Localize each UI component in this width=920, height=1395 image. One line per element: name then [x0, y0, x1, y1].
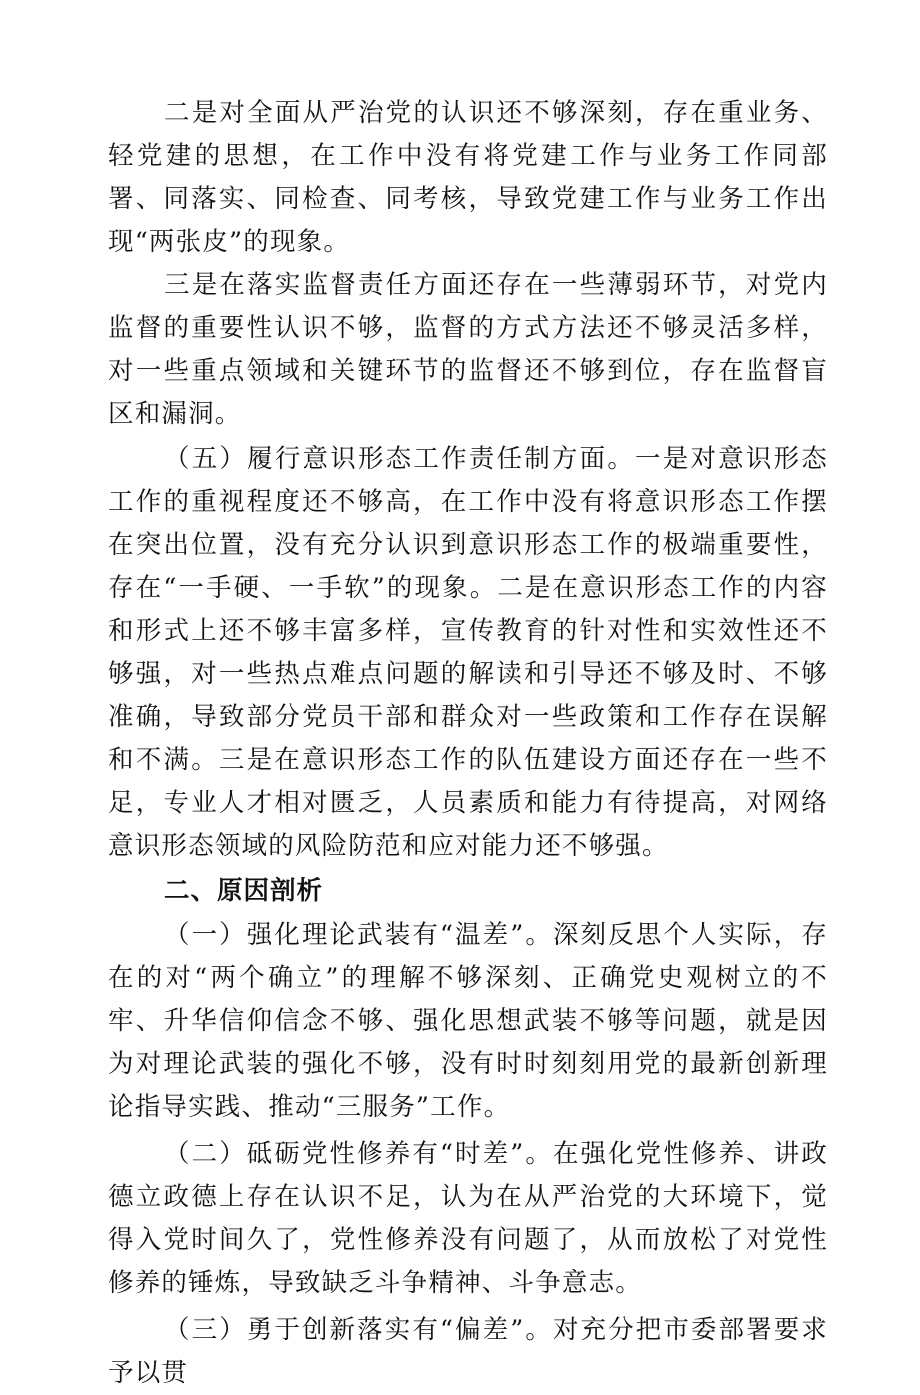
paragraph-innovation: （三）勇于创新落实有“偏差”。对充分把市委部署要求予以贯	[108, 1315, 828, 1388]
paragraph-party-building: 二是对全面从严治党的认识还不够深刻，存在重业务、轻党建的思想，在工作中没有将党建工作与业务工作同部署、同落实、同检查、同考核，导致党建工作与业务工作出现“两张皮”的现象。	[108, 98, 828, 257]
section-heading: 二、原因剖析	[164, 876, 324, 906]
paragraph-theory-armament: （一）强化理论武装有“温差”。深刻反思个人实际，存在的对“两个确立”的理解不够深刻、正确党史观树立的不牢、升华信仰信念不够、强化思想武装不够等问题，就是因为对理论武装的强化不够，没有时时刻刻用党的最新创新理论指导实践、推动“三服务”工作。	[108, 920, 828, 1122]
paragraph-party-spirit: （二）砥砺党性修养有“时差”。在强化党性修养、讲政德立政德上存在认识不足，认为在从严治党的大环境下，觉得入党时间久了，党性修养没有问题了，从而放松了对党性修养的锤炼，导致缺乏斗争精神、斗争意志。	[108, 1139, 828, 1298]
paragraph-supervision: 三是在落实监督责任方面还存在一些薄弱环节，对党内监督的重要性认识不够，监督的方式方法还不够灵活多样，对一些重点领域和关键环节的监督还不够到位，存在监督盲区和漏洞。	[108, 270, 828, 429]
paragraph-ideology: （五）履行意识形态工作责任制方面。一是对意识形态工作的重视程度还不够高，在工作中没有将意识形态工作摆在突出位置，没有充分认识到意识形态工作的极端重要性，存在“一手硬、一手软”的现象。二是在意识形态工作的内容和形式上还不够丰富多样，宣传教育的针对性和实效性还不够强，对一些热点难点问题的解读和引导还不够及时、不够准确，导致部分党员干部和群众对一些政策和工作存在误解和不满。三是在意识形态工作的队伍建设方面还存在一些不足，专业人才相对匮乏，人员素质和能力有待提高，对网络意识形态领域的风险防范和应对能力还不够强。	[108, 444, 828, 861]
document-body	[108, 92, 828, 1395]
